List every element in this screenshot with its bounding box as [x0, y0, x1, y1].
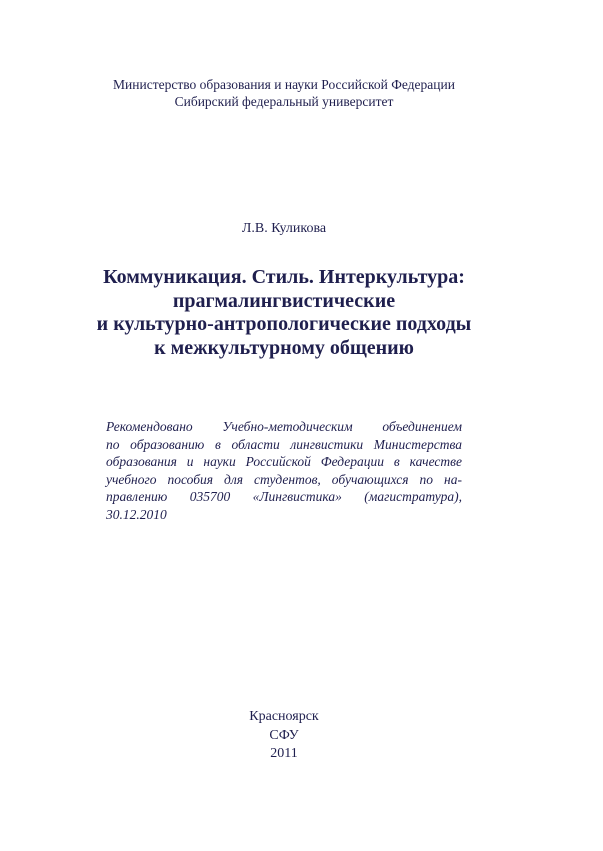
recommendation-line: по образованию в области лингвистики Министерства	[106, 436, 462, 452]
recommendation-line: учебного пособия для студентов, обучающихся по на-	[106, 471, 462, 487]
university-name: Сибирский федеральный университет	[174, 94, 394, 109]
institution-header	[0, 76, 568, 110]
recommendation-note	[106, 418, 462, 523]
publication-city: Красноярск	[249, 709, 319, 724]
recommendation-date: 30.12.2010	[106, 506, 167, 522]
recommendation-line: правлению 035700 «Лингвистика» (магистратура),	[106, 489, 462, 504]
recommendation-line: образования и науки Российской Федерации в качестве	[106, 454, 462, 469]
ministry-name: Министерство образования и науки Российской Федерации	[113, 77, 455, 92]
recommendation-line: Рекомендовано Учебно-методическим объединением	[106, 419, 462, 434]
title-line: и культурно-антропологические подходы	[96, 313, 472, 335]
author-name: Л.В. Куликова	[241, 221, 327, 236]
publication-imprint	[0, 708, 568, 764]
title-line: прагмалингвистические	[172, 289, 396, 312]
book-title	[0, 266, 568, 360]
publication-year: 2011	[270, 746, 298, 761]
title-line: к межкультурному общению	[154, 336, 414, 359]
publisher-name: СФУ	[269, 727, 299, 743]
title-line: Коммуникация. Стиль. Интеркультура:	[103, 266, 465, 288]
